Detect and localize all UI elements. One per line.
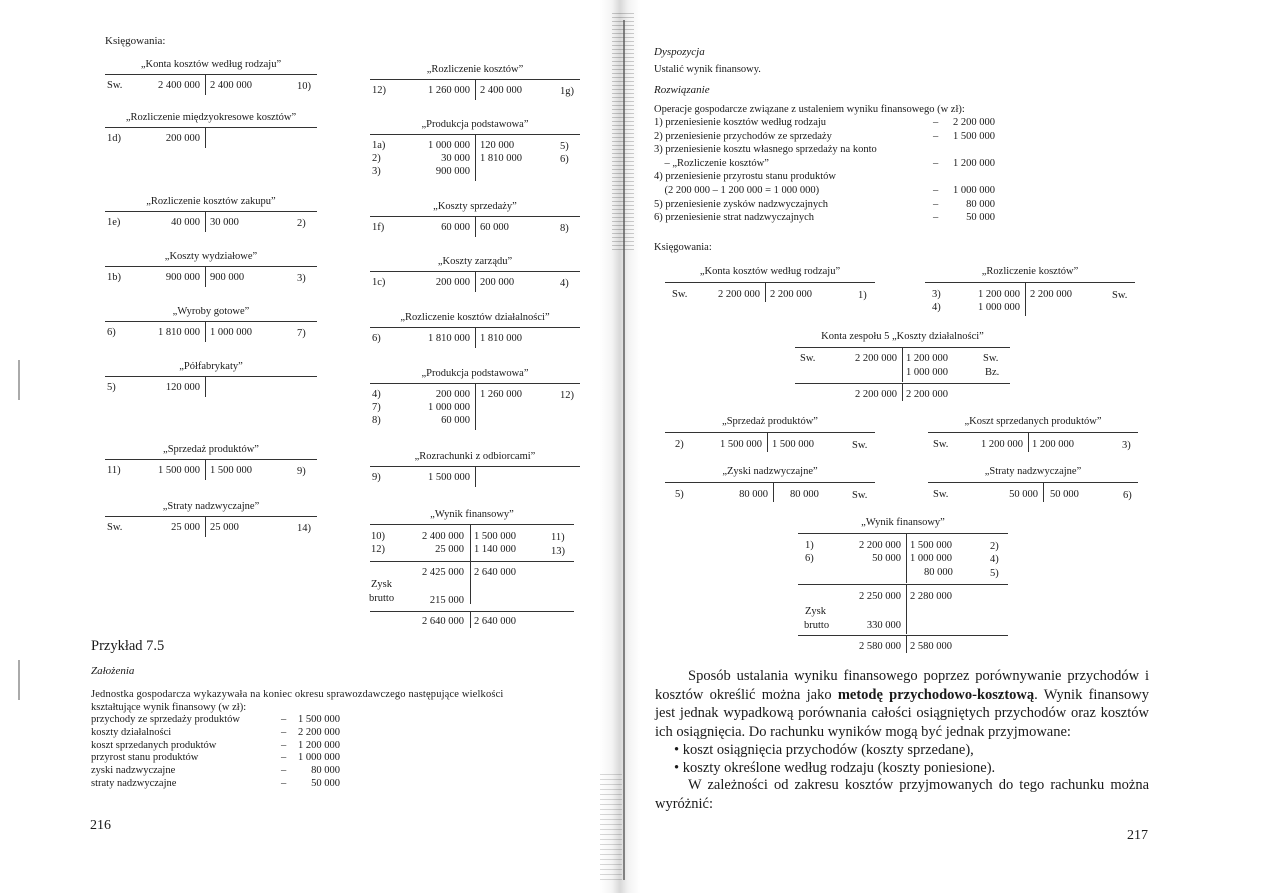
ref: 8) <box>372 415 381 426</box>
cref: 5) <box>990 568 999 579</box>
operation-dash: – <box>933 185 939 196</box>
ref: 2) <box>372 153 381 164</box>
ref: 9) <box>372 472 381 483</box>
value-amount: 2 200 000 <box>298 726 340 738</box>
debit: 25 000 <box>435 544 464 555</box>
ref: 4) <box>932 302 941 313</box>
account-title: „Koszty zarządu” <box>437 256 513 267</box>
bullet-text: koszty określone według rodzaju (koszty poniesione). <box>682 760 996 776</box>
credit: 1 260 000 <box>480 389 522 400</box>
account-divider <box>475 216 476 237</box>
debit: 1 810 000 <box>428 333 470 344</box>
ref: 1d) <box>107 133 121 144</box>
cref: 6) <box>560 154 569 165</box>
credit: 1 810 000 <box>480 153 522 164</box>
debit: 200 000 <box>165 133 200 144</box>
account-title: „Straty nadzwyczajne” <box>984 466 1082 477</box>
debit: 50 000 <box>872 553 901 564</box>
cref: 4) <box>990 554 999 565</box>
ref: 2) <box>675 439 684 450</box>
value-amount: 1 000 000 <box>298 752 340 764</box>
debit: 200 000 <box>435 277 470 288</box>
credit: 80 000 <box>790 489 819 500</box>
edge-mark <box>18 360 20 400</box>
bullet-1 <box>674 741 974 760</box>
debit: 40 000 <box>171 217 200 228</box>
ref: 1) <box>805 540 814 551</box>
account-title: Konta zespołu 5 „Koszty działalności” <box>821 331 984 342</box>
debit: 1 200 000 <box>981 439 1023 450</box>
cref: 8) <box>560 223 569 234</box>
debit: 30 000 <box>441 153 470 164</box>
ref: 11) <box>107 465 121 476</box>
debit: 2 200 000 <box>859 540 901 551</box>
ref: Sw. <box>933 439 949 450</box>
account-title: „Koszty wydziałowe” <box>164 251 258 262</box>
credit: 1 000 000 <box>906 367 948 378</box>
account-title: „Sprzedaż produktów” <box>163 444 259 455</box>
debit: 80 000 <box>739 489 768 500</box>
account-rule <box>105 74 317 75</box>
credit: 1 000 000 <box>910 553 952 564</box>
rozwiazanie-heading: Rozwiązanie <box>654 84 710 96</box>
total-debit: 2 640 000 <box>422 616 464 627</box>
operation-text: 6) przeniesienie strat nadzwyczajnych <box>654 212 815 224</box>
cref: 10) <box>297 81 311 92</box>
operation-amount: 1 200 000 <box>953 157 995 169</box>
credit: 60 000 <box>480 222 509 233</box>
bullet-text: koszt osiągnięcia przychodów (koszty sprzedane), <box>682 742 974 758</box>
value-amount: 80 000 <box>311 765 340 777</box>
account-title: „Rozliczenie kosztów” <box>426 64 524 75</box>
zysk-label: Zysk <box>371 579 392 590</box>
account-title: „Wyroby gotowe” <box>172 306 250 317</box>
value-dash: – <box>281 778 287 789</box>
account-title: „Produkcja podstawowa” <box>421 119 529 130</box>
account-divider <box>475 79 476 100</box>
credit: 900 000 <box>210 272 245 283</box>
ref: Sw. <box>672 289 688 300</box>
account-divider <box>475 383 476 430</box>
cref: 12) <box>560 390 574 401</box>
ref: 6) <box>372 333 381 344</box>
operation-amount: 2 200 000 <box>953 117 995 128</box>
debit: 900 000 <box>435 166 470 177</box>
total-credit: 2 640 000 <box>474 616 516 627</box>
debit: 1 000 000 <box>978 302 1020 313</box>
paragraph-1-rest: . Wynik finansowy jest jednak wypadkową porównania całości osiągniętych przychodów oraz kosztów ich osiągnięcia. Do rachunku wyników mogą być jednak przyjmowane: <box>655 686 1149 740</box>
operation-amount: 1 500 000 <box>953 130 995 142</box>
ksiegowania-heading-right: Księgowania: <box>654 242 712 253</box>
value-dash: – <box>281 752 287 764</box>
ref: 1a) <box>372 140 386 151</box>
debit: 200 000 <box>435 389 470 400</box>
bullet-2 <box>674 759 995 778</box>
subtotal-debit: 2 250 000 <box>859 591 901 602</box>
account-rule <box>105 266 317 267</box>
account-title: „Wynik finansowy” <box>430 509 514 520</box>
ref: 12) <box>371 544 385 555</box>
value-dash: – <box>281 739 287 751</box>
cref: 5) <box>560 141 569 152</box>
cref: 3) <box>1122 440 1131 451</box>
zalozenia-intro-1: Jednostka gospodarcza wykazywała na koniec okresu sprawozdawczego następujące wielkości <box>91 689 504 700</box>
example-title: Przykład 7.5 <box>91 638 165 654</box>
operations-intro: Operacje gospodarcze związane z ustaleniem wyniku finansowego (w zł): <box>654 104 965 115</box>
total-debit: 2 580 000 <box>859 641 901 652</box>
ref: 12) <box>372 85 386 96</box>
operation-text: 4) przeniesienie przyrostu stanu produktów <box>654 171 836 183</box>
cref: 13) <box>551 546 565 557</box>
dyspozycja-heading: Dyspozycja <box>654 46 705 58</box>
credit: 2 400 000 <box>210 80 252 91</box>
account-title: „Produkcja podstawowa” <box>421 368 529 379</box>
account-title: „Rozliczenie kosztów działalności” <box>400 312 550 323</box>
cref: Sw. <box>1112 290 1128 301</box>
credit: 25 000 <box>210 522 239 533</box>
account-title: „Koszt sprzedanych produktów” <box>964 416 1102 427</box>
account-title: „Konta kosztów według rodzaju” <box>699 266 841 277</box>
value-label: przyrost stanu produktów <box>91 752 199 764</box>
cref: 9) <box>297 466 306 477</box>
edge-mark <box>18 660 20 700</box>
zysk-value: 330 000 <box>866 620 901 631</box>
cref: Sw. <box>852 440 868 451</box>
value-label: zyski nadzwyczajne <box>91 765 176 777</box>
ksiegowania-heading: Księgowania: <box>105 35 166 47</box>
operation-amount: 50 000 <box>966 212 995 224</box>
value-dash: – <box>281 714 287 725</box>
account-title: „Półfabrykaty” <box>179 361 243 372</box>
cref: 7) <box>297 328 306 339</box>
account-rule <box>105 516 317 517</box>
value-label: koszt sprzedanych produktów <box>91 739 217 751</box>
page-number-right: 217 <box>1127 828 1148 843</box>
credit: 1 500 000 <box>474 531 516 542</box>
account-divider <box>205 211 206 232</box>
operation-text: (2 200 000 – 1 200 000 = 1 000 000) <box>654 185 820 196</box>
subtotal-credit: 2 640 000 <box>474 567 516 578</box>
brutto-label: brutto <box>804 620 830 631</box>
debit: 900 000 <box>165 272 200 283</box>
account-title: „Zyski nadzwyczajne” <box>722 466 818 477</box>
ref: Sw. <box>107 80 123 91</box>
account-divider <box>205 74 206 95</box>
cref: 6) <box>1123 490 1132 501</box>
credit: 30 000 <box>210 217 239 228</box>
zysk-label: Zysk <box>805 606 826 617</box>
ref: 3) <box>932 289 941 300</box>
paragraph-1-text: Sposób ustalania wyniku finansowego poprzez porównywanie przychodów i kosztów określić można jako <box>655 668 1149 703</box>
value-label: przychody ze sprzedaży produktów <box>91 714 240 725</box>
account-divider <box>475 327 476 348</box>
operation-amount: 80 000 <box>966 198 995 210</box>
operation-dash: – <box>933 117 939 128</box>
spine-noise-bottom <box>600 770 622 880</box>
ref: 1b) <box>107 272 121 283</box>
account-divider <box>205 127 206 148</box>
cref: 3) <box>297 273 306 284</box>
account-rule <box>105 127 317 128</box>
ref: 1c) <box>372 277 386 288</box>
account-title: „Rozliczenie międzyokresowe kosztów” <box>125 112 297 123</box>
credit: 120 000 <box>480 140 515 151</box>
debit: 1 200 000 <box>978 289 1020 300</box>
debit: 2 200 000 <box>855 353 897 364</box>
ref: 1e) <box>107 217 121 228</box>
debit: 2 400 000 <box>422 531 464 542</box>
debit: 2 400 000 <box>158 80 200 91</box>
credit: 1 000 000 <box>210 327 252 338</box>
debit: 60 000 <box>441 415 470 426</box>
credit: 50 000 <box>1050 489 1079 500</box>
zalozenia-heading: Założenia <box>91 665 135 677</box>
value-dash: – <box>281 765 287 777</box>
credit: 1 200 000 <box>906 353 948 364</box>
cref: 1) <box>858 290 867 301</box>
value-amount: 50 000 <box>311 778 340 789</box>
debit: 25 000 <box>171 522 200 533</box>
paragraph-1 <box>655 667 1149 741</box>
credit: 2 400 000 <box>480 85 522 96</box>
debit: 1 500 000 <box>720 439 762 450</box>
account-rule <box>105 376 317 377</box>
operation-text: 5) przeniesienie zysków nadzwyczajnych <box>654 198 829 210</box>
account-divider <box>475 271 476 292</box>
total-credit: 2 580 000 <box>910 641 952 652</box>
bullet-icon: • <box>674 742 683 758</box>
total-credit: 2 200 000 <box>906 389 948 400</box>
ref: 4) <box>372 389 381 400</box>
account-rule <box>105 321 317 322</box>
cref: Bz. <box>985 367 1000 378</box>
debit: 1 000 000 <box>428 402 470 413</box>
cref: 2) <box>990 541 999 552</box>
account-divider <box>475 134 476 181</box>
page-number-left: 216 <box>90 818 111 833</box>
credit: 1 500 000 <box>910 540 952 551</box>
credit: 200 000 <box>480 277 515 288</box>
account-divider <box>475 466 476 487</box>
value-label: straty nadzwyczajne <box>91 778 177 789</box>
operation-text: – „Rozliczenie kosztów” <box>654 157 769 169</box>
ref: Sw. <box>107 522 123 533</box>
account-divider <box>205 376 206 397</box>
credit: 1 810 000 <box>480 333 522 344</box>
ref: 3) <box>372 166 381 177</box>
subtotal-credit: 2 280 000 <box>910 591 952 602</box>
account-divider <box>205 516 206 537</box>
operation-text: 2) przeniesienie przychodów ze sprzedaży <box>654 130 832 142</box>
debit: 60 000 <box>441 222 470 233</box>
credit: 1 200 000 <box>1032 439 1074 450</box>
credit: 1 140 000 <box>474 544 516 555</box>
debit: 1 810 000 <box>158 327 200 338</box>
cref: Sw. <box>983 353 999 364</box>
debit: 120 000 <box>165 382 200 393</box>
bullet-icon: • <box>674 760 683 776</box>
account-title: „Rozrachunki z odbiorcami” <box>414 451 536 462</box>
cref: 2) <box>297 218 306 229</box>
account-divider <box>205 266 206 287</box>
cref: Sw. <box>852 490 868 501</box>
brutto-label: brutto <box>369 593 395 604</box>
account-title: „Wynik finansowy” <box>861 517 945 528</box>
value-amount: 1 500 000 <box>298 714 340 725</box>
debit: 1 000 000 <box>428 140 470 151</box>
operation-amount: 1 000 000 <box>953 185 995 196</box>
ref: 7) <box>372 402 381 413</box>
value-amount: 1 200 000 <box>298 739 340 751</box>
spine-fold-line <box>623 20 625 880</box>
cref: 14) <box>297 523 311 534</box>
credit: 2 200 000 <box>770 289 812 300</box>
operation-text: 3) przeniesienie kosztu własnego sprzedaży na konto <box>654 144 877 156</box>
account-divider <box>205 459 206 480</box>
operation-dash: – <box>933 157 939 169</box>
account-rule <box>105 211 317 212</box>
cref: 1g) <box>560 86 574 97</box>
account-title: „Straty nadzwyczajne” <box>162 501 260 512</box>
credit: 80 000 <box>924 567 953 578</box>
operation-text: 1) przeniesienie kosztów według rodzaju <box>654 117 827 128</box>
dyspozycja-text: Ustalić wynik finansowy. <box>654 64 761 75</box>
operation-dash: – <box>933 130 939 142</box>
debit: 50 000 <box>1009 489 1038 500</box>
account-title: „Konta kosztów według rodzaju” <box>140 59 282 70</box>
credit: 2 200 000 <box>1030 289 1072 300</box>
ref: 5) <box>675 489 684 500</box>
ref: Sw. <box>933 489 949 500</box>
debit: 2 200 000 <box>718 289 760 300</box>
ref: 6) <box>107 327 116 338</box>
cref: 4) <box>560 278 569 289</box>
subtotal-debit: 2 425 000 <box>422 567 464 578</box>
ref: 6) <box>805 553 814 564</box>
operation-dash: – <box>933 212 939 224</box>
paragraph-2: W zależności od zakresu kosztów przyjmowanych do tego rachunku można wyróżnić: <box>655 777 1149 812</box>
debit: 1 260 000 <box>428 85 470 96</box>
ref: 5) <box>107 382 116 393</box>
ref: Sw. <box>800 353 816 364</box>
ref: 10) <box>371 531 385 542</box>
account-title: „Koszty sprzedaży” <box>433 201 517 212</box>
credit: 1 500 000 <box>210 465 252 476</box>
operation-dash: – <box>933 198 939 210</box>
ref: 1f) <box>372 222 385 233</box>
zysk-value: 215 000 <box>429 595 464 606</box>
paragraph-1-bold: metodę przychodowo-kosztową <box>837 686 1035 703</box>
account-rule <box>105 459 317 460</box>
account-title: „Rozliczenie kosztów” <box>981 266 1079 277</box>
account-title: „Rozliczenie kosztów zakupu” <box>146 196 276 207</box>
zalozenia-intro-2: kształtujące wynik finansowy (w zł): <box>91 702 247 713</box>
account-divider <box>205 321 206 342</box>
account-title: „Sprzedaż produktów” <box>722 416 818 427</box>
credit: 1 500 000 <box>772 439 814 450</box>
value-label: koszty działalności <box>91 726 172 738</box>
value-dash: – <box>281 726 287 738</box>
debit: 1 500 000 <box>158 465 200 476</box>
cref: 11) <box>551 532 565 543</box>
debit: 1 500 000 <box>428 472 470 483</box>
total-debit: 2 200 000 <box>855 389 897 400</box>
